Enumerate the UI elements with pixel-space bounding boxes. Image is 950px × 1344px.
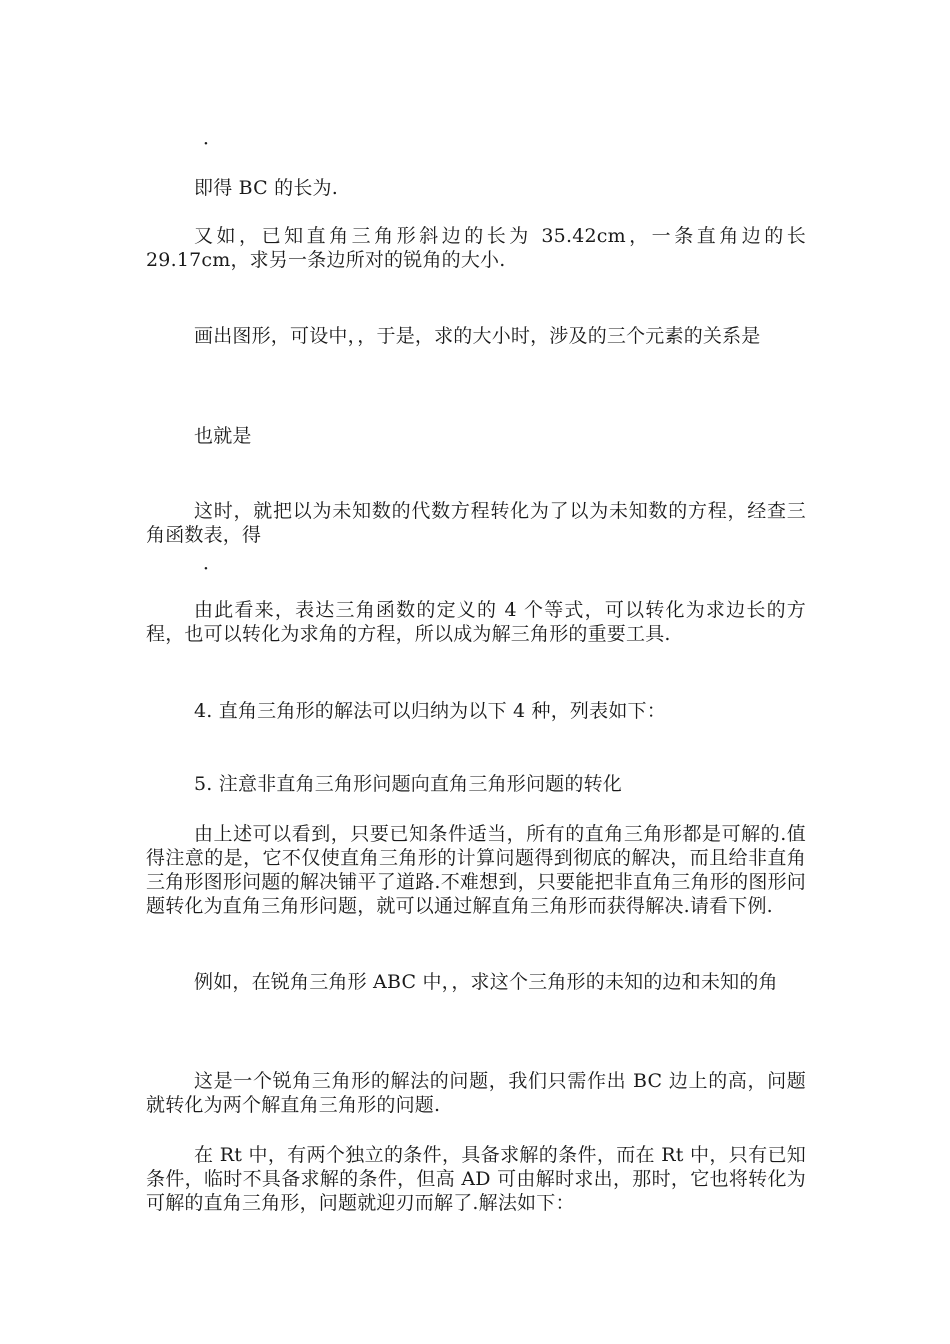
paragraph-rt-solution: 在 Rt 中，有两个独立的条件，具备求解的条件，而在 Rt 中，只有已知条件，临时不具备求解的条件，但高 AD 可由解时求出，那时，它也将转化为可解的直角三角形，问题就迎刃而解了.解法如下： [146, 1144, 806, 1214]
paragraph-equation-conversion: 这时，就把以为未知数的代数方程转化为了以为未知数的方程，经查三角函数表，得 [146, 500, 806, 546]
paragraph-that-is: 也就是 [194, 425, 252, 447]
section-heading-4: 4. 直角三角形的解法可以归纳为以下 4 种，列表如下： [194, 700, 666, 722]
paragraph-example-hypotenuse: 又如，已知直角三角形斜边的长为 35.42cm，一条直角边的长 29.17cm，求另一条边所对的锐角的大小. [146, 225, 806, 271]
paragraph-draw-figure: 画出图形，可设中，，于是，求的大小时，涉及的三个元素的关系是 [194, 325, 761, 347]
section-heading-5: 5. 注意非直角三角形问题向直角三角形问题的转化 [194, 773, 622, 795]
paragraph-transformation: 由上述可以看到，只要已知条件适当，所有的直角三角形都是可解的.值得注意的是，它不仅使直角三角形的计算问题得到彻底的解决，而且给非直角三角形图形问题的解决铺平了道路.不难想到，只要能把非直角三角形的图形问题转化为直角三角形问题，就可以通过解直角三角形而获得解决.请看下例. [146, 823, 806, 917]
formula-ending-dot-2: ． [203, 552, 223, 574]
paragraph-acute-example: 例如，在锐角三角形 ABC 中，，求这个三角形的未知的边和未知的角 [194, 971, 778, 993]
paragraph-acute-method: 这是一个锐角三角形的解法的问题，我们只需作出 BC 边上的高，问题就转化为两个解直角三角形的问题. [146, 1070, 806, 1116]
paragraph-bc-length: 即得 BC 的长为. [194, 177, 338, 199]
formula-ending-dot: ． [203, 127, 223, 149]
paragraph-conclusion: 由此看来，表达三角函数的定义的 4 个等式，可以转化为求边长的方程，也可以转化为求角的方程，所以成为解三角形的重要工具. [146, 599, 806, 645]
